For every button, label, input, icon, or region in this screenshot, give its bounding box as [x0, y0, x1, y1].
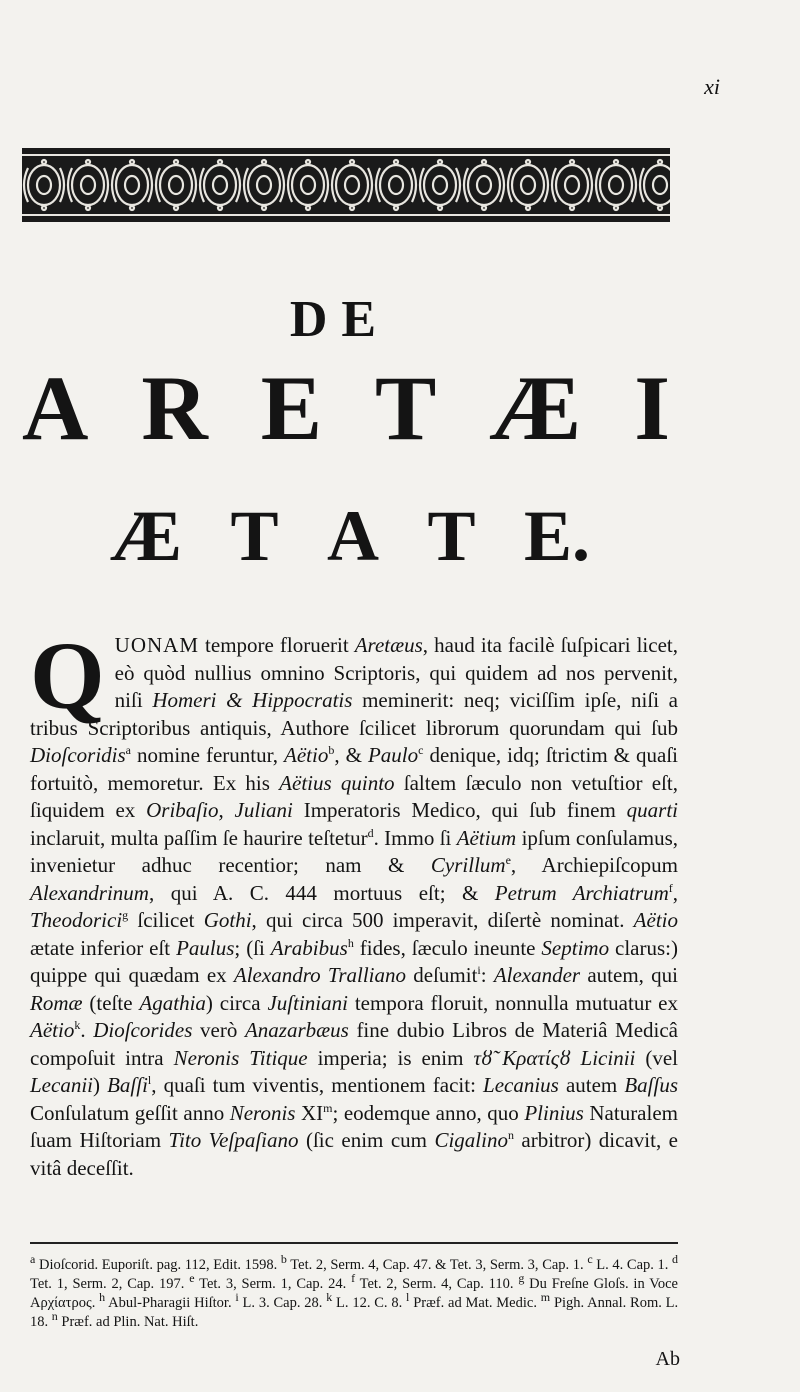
text: , haud ita facilè ſuſpicari licet, eò quòd nullius omnino Scriptoris, qui quidem ad nos pervenit, niſi — [114, 633, 678, 712]
name-italic: Aretæus — [354, 633, 423, 657]
name-italic: Agathia — [139, 990, 206, 1015]
title-letter: R — [141, 357, 208, 459]
name-italic: Arabibus — [270, 935, 348, 960]
text: ; eodemque anno, quo — [332, 1100, 525, 1125]
footnote-ref: d — [367, 825, 374, 840]
text: clarus:) quippe qui quædam ex — [30, 935, 678, 987]
catchword: Ab — [655, 1348, 680, 1370]
footnote-ref: g — [122, 908, 129, 922]
drop-capital: Q — [30, 622, 105, 729]
title-aetate — [110, 496, 590, 576]
footnote-marker: e — [189, 1271, 195, 1286]
footnote-marker: g — [518, 1271, 525, 1286]
text: imperia; is enim — [307, 1045, 474, 1070]
name-italic: Juſtiniani — [267, 990, 348, 1015]
text: . Immo ſi — [373, 825, 457, 850]
title-letter: A — [326, 496, 379, 576]
name-italic: Septimo — [541, 935, 610, 960]
footnote-marker: n — [51, 1309, 58, 1324]
footnote-text: L. 3. Cap. 28. — [242, 1295, 323, 1311]
title-letter: Æ — [489, 357, 582, 459]
text: nomine feruntur, — [131, 743, 285, 767]
footnote-text: Dioſcorid. Euporiſt. pag. 112, Edit. 1598. — [38, 1257, 278, 1273]
title-de: DE — [289, 291, 391, 348]
title-letter: E. — [523, 496, 590, 576]
text: denique, idq; ſtrictim & quaſi fortuitò, memoretur. Ex his — [30, 743, 678, 795]
footnote-marker: i — [235, 1290, 239, 1305]
text: fine dubio Libros de Materiâ Medicâ compoſuit intra — [30, 1018, 678, 1070]
text: , Archiepiſcopum — [510, 853, 678, 877]
footnote-marker: b — [280, 1252, 287, 1267]
title-letter: T — [230, 496, 279, 576]
text: : — [480, 963, 494, 987]
name-italic: Aëtium — [456, 825, 517, 850]
text: autem — [558, 1073, 625, 1097]
name-italic: quarti — [626, 798, 678, 822]
title-letter: T — [375, 357, 437, 459]
footnote-text: Tet. 2, Serm. 4, Cap. 47. & Tet. 3, Serm. 3, Cap. 1. — [290, 1257, 584, 1273]
footnote-text: Abul-Pharagii Hiſtor. — [108, 1295, 232, 1311]
text: arbitror) dicavit, e vitâ deceſſit. — [30, 1128, 678, 1180]
name-italic: Anazarbæus — [244, 1018, 349, 1042]
text: (teſte — [82, 990, 140, 1015]
footnotes — [30, 1252, 679, 1332]
text: , qui A. C. 444 mortuus eſt; & — [148, 880, 495, 905]
footnote-text: Præf. ad Mat. Medic. — [413, 1295, 537, 1311]
title-aretaei — [22, 357, 670, 459]
name-italic: Aëtio — [633, 908, 678, 932]
name-italic: Lecanius — [483, 1073, 559, 1097]
name-italic: Cigalino — [434, 1128, 508, 1152]
footnote-rule — [30, 1242, 678, 1244]
title-letter: I — [634, 357, 670, 459]
text: , — [218, 798, 235, 822]
text: ſcilicet — [128, 908, 204, 932]
footnote-ref: k — [74, 1018, 81, 1032]
text: XI — [295, 1100, 324, 1125]
text: ) — [93, 1073, 108, 1097]
name-italic: Aëtius quinto — [279, 770, 395, 795]
text: tempora floruit, nonnulla mutuatur ex — [347, 990, 679, 1015]
name-italic: Cyrillum — [430, 853, 506, 877]
footnote-marker: a — [30, 1252, 36, 1267]
greek-phrase: τȣ̃ Κρατίςȣ — [473, 1045, 571, 1070]
footnote-marker: d — [672, 1252, 679, 1267]
title-letter: T — [427, 496, 476, 576]
name-italic: Neronis — [229, 1100, 296, 1125]
name-italic: Gothi — [203, 908, 252, 932]
text: ) circa — [205, 990, 268, 1015]
text — [571, 1046, 581, 1070]
footnote-marker: c — [587, 1252, 593, 1267]
footnote-ref: e — [505, 853, 511, 867]
footnote-ref: a — [125, 743, 131, 757]
footnote-ref: l — [147, 1073, 152, 1087]
footnote-text: L. 4. Cap. 1. — [596, 1257, 669, 1273]
body-paragraph — [30, 622, 679, 1182]
name-italic: Plinius — [524, 1100, 584, 1125]
text: Conſulatum geſſit anno — [30, 1100, 230, 1125]
footnote-text: Pigh. Annal. Rom. L. 18. — [30, 1295, 679, 1330]
footnote-marker: f — [351, 1271, 356, 1286]
name-italic: Romæ — [30, 990, 83, 1015]
text: ſaltem ſæculo non vetuſtior eſt, ſiquidem ex — [30, 770, 678, 822]
footnote-marker: m — [540, 1290, 551, 1305]
page-number: xi — [704, 74, 720, 99]
name-italic: Licinii — [580, 1045, 636, 1070]
name-italic: Aëtio — [30, 1018, 75, 1042]
footnote-ref: m — [323, 1100, 333, 1115]
name-italic: Juliani — [234, 798, 293, 822]
text: ætate inferior eſt — [30, 935, 177, 960]
text: fides, ſæculo ineunte — [353, 935, 542, 960]
text: , qui circa 500 imperavit, diſertè nominat. — [251, 908, 634, 932]
footnote-ref: c — [418, 743, 424, 757]
name-italic: Baſſi — [107, 1073, 148, 1097]
footnote-text: Du Freſne Gloſs. in Voce Αρχίατρος. — [30, 1276, 678, 1311]
name-italic: Lecanii — [30, 1073, 93, 1097]
footnote-marker: k — [326, 1290, 333, 1305]
name-italic: Alexandrinum — [30, 880, 149, 905]
footnote-ref: b — [328, 743, 335, 757]
lead-word: UONAM — [114, 633, 200, 657]
title-letter: A — [22, 357, 89, 459]
text: inclaruit, multa paſſim ſe haurire teſtetur — [30, 825, 368, 850]
title-letter: Æ — [110, 496, 182, 576]
name-italic: Dioſcorides — [93, 1018, 193, 1042]
title-letter: E — [260, 357, 323, 459]
text: Naturalem ſuam Hiſtoriam — [30, 1100, 678, 1152]
footnote-ref: n — [507, 1128, 514, 1142]
text: , quaſi tum viventis, mentionem facit: — [151, 1073, 484, 1097]
name-italic: Alexander — [493, 963, 581, 987]
name-italic: Paulus — [176, 935, 235, 960]
name-italic: Tito Veſpaſiano — [168, 1128, 299, 1152]
footnote-ref: i — [477, 963, 481, 977]
text: , & — [334, 743, 368, 767]
footnote-marker: h — [99, 1290, 106, 1305]
text: deſumit — [406, 963, 478, 987]
footnote-marker: l — [406, 1290, 410, 1305]
text: tempore floruerit — [199, 633, 355, 657]
text: . — [80, 1018, 94, 1042]
ornamental-headpiece — [22, 148, 670, 222]
name-italic: Dioſcoridis — [30, 743, 126, 767]
name-italic: Paulo — [367, 743, 419, 767]
name-italic: Homeri & Hippocratis — [152, 688, 353, 712]
footnote-text: Tet. 2, Serm. 4, Cap. 110. — [359, 1276, 514, 1292]
name-italic: Petrum Archiatrum — [494, 880, 669, 905]
name-italic: Neronis Titique — [173, 1045, 308, 1070]
footnote-ref: h — [347, 935, 354, 950]
name-italic: Aëtio — [284, 743, 329, 767]
text: , — [672, 880, 679, 905]
footnote-text: L. 12. C. 8. — [336, 1295, 403, 1311]
text: (vel — [635, 1045, 678, 1070]
text: autem, qui — [580, 963, 678, 987]
name-italic: Baſſus — [624, 1073, 679, 1097]
text: (ſic enim cum — [298, 1128, 435, 1152]
footnote-text: Tet. 1, Serm. 2, Cap. 197. — [30, 1276, 185, 1292]
text: ipſum conſulamus, invenietur adhuc recentior; nam & — [30, 825, 678, 877]
text: verò — [192, 1018, 245, 1042]
name-italic: Alexandro Tralliano — [233, 963, 407, 987]
text: ; (ſi — [234, 935, 271, 960]
text: Imperatoris Medico, qui ſub finem — [292, 798, 627, 822]
footnote-text: Tet. 3, Serm. 1, Cap. 24. — [199, 1276, 347, 1292]
name-italic: Theodorici — [30, 908, 123, 932]
footnote-text: Præf. ad Plin. Nat. Hiſt. — [61, 1314, 199, 1330]
name-italic: Oribaſio — [146, 798, 219, 822]
text: meminerit: neq; viciſſim ipſe, niſi a tribus Scriptoribus antiquis, Authore ſcilicet librorum quorundam qui ſub — [30, 688, 678, 740]
footnote-ref: f — [668, 880, 673, 895]
